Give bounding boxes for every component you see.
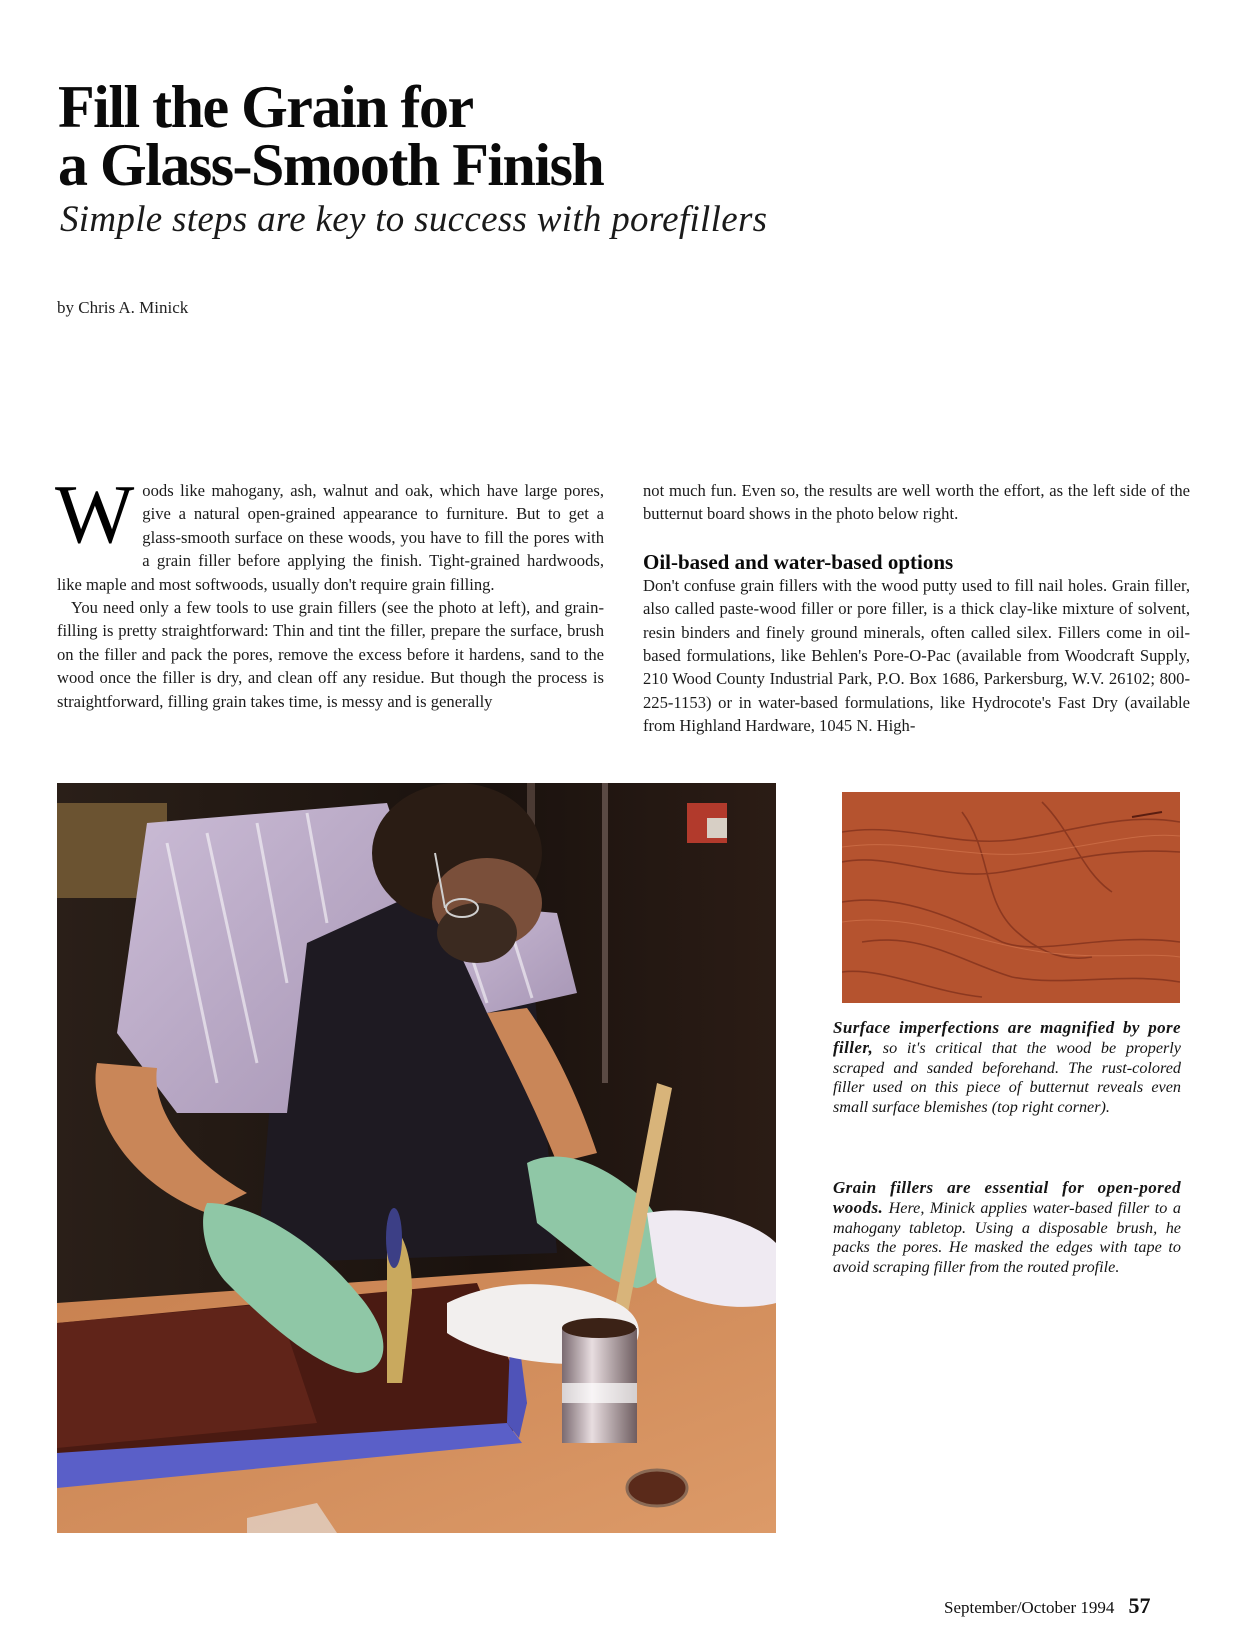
paragraph-4: Don't confuse grain fillers with the wood putty used to fill nail holes. Grain filler, also called paste-wood filler or pore filler, is a thick clay-like mixture of solvent, resin binders and finely ground minerals, often called silex. Fillers come in oil-based formulations, like Behlen's Pore-O-Pac (available from Woodcraft Supply, 210 Wood County Industrial Park, P.O. Box 1686, Parkersburg, W.V. 26102; 800-225-1153) or in water-based formulations, like Hydrocote's Fast Dry (available from Highland Hardware, 1045 N. High- [643,575,1190,736]
wood-grain-illustration-icon [842,792,1180,1003]
main-photo [57,783,776,1533]
caption-2-text: Here, Minick applies water-based filler to a mahogany tabletop. Using a disposable brush, he packs the pores. He masked the edges with tape to avoid scraping filler from the routed profile. [833,1199,1181,1276]
section-heading: Oil-based and water-based options [643,549,954,574]
wood-sample-photo [842,792,1180,1003]
paragraph-intro [55,468,604,596]
drop-cap: W [55,468,135,561]
paragraph-3: not much fun. Even so, the results are well worth the effort, as the left side of the butternut board shows in the photo below right. [643,481,1190,524]
caption-1-lead: Surface imperfections are magnified by pore filler, [833,1018,1181,1058]
byline: by Chris A. Minick [57,298,189,317]
paragraph-2: You need only a few tools to use grain fillers (see the photo at left), and grain-filling is pretty straightforward: Thin and tint the filler, prepare the surface, brush on the filler and pack the pores, remove the excess before it hardens, sand to the wood once the filler is dry, and clean off any residue. But though the process is straightforward, filling grain takes time, is messy and is generally [57,598,604,711]
photo-illustration-icon [57,783,776,1533]
article-subtitle: Simple steps are key to success with porefillers [60,199,768,240]
title-line-1: Fill the Grain for [58,74,473,140]
article-title [58,74,858,198]
caption-main-photo [833,1178,1181,1277]
caption-2-lead: Grain fillers are essential for open-pored woods. [833,1178,1181,1218]
body-column-right [643,479,1190,738]
caption-1-text: so it's critical that the wood be properly scraped and sanded beforehand. The rust-colored filler used on this piece of butternut reveals even small surface blemishes (top right corner). [833,1039,1181,1116]
body-column-left [55,468,604,713]
page-footer [944,1594,1194,1620]
page-number: 57 [1128,1593,1151,1618]
title-line-2: a Glass-Smooth Finish [58,132,604,198]
issue-date: September/October 1994 [944,1598,1115,1617]
caption-wood-sample [833,1018,1181,1117]
paragraph-1-text: oods like mahogany, ash, walnut and oak, which have large pores, give a natural open-grained appearance to furniture. But to get a glass-smooth surface on these woods, you have to fill the pores with a grain filler before applying the finish. Tight-grained hardwoods, like maple and most softwoods, usually don't require grain filling. [57,481,604,594]
